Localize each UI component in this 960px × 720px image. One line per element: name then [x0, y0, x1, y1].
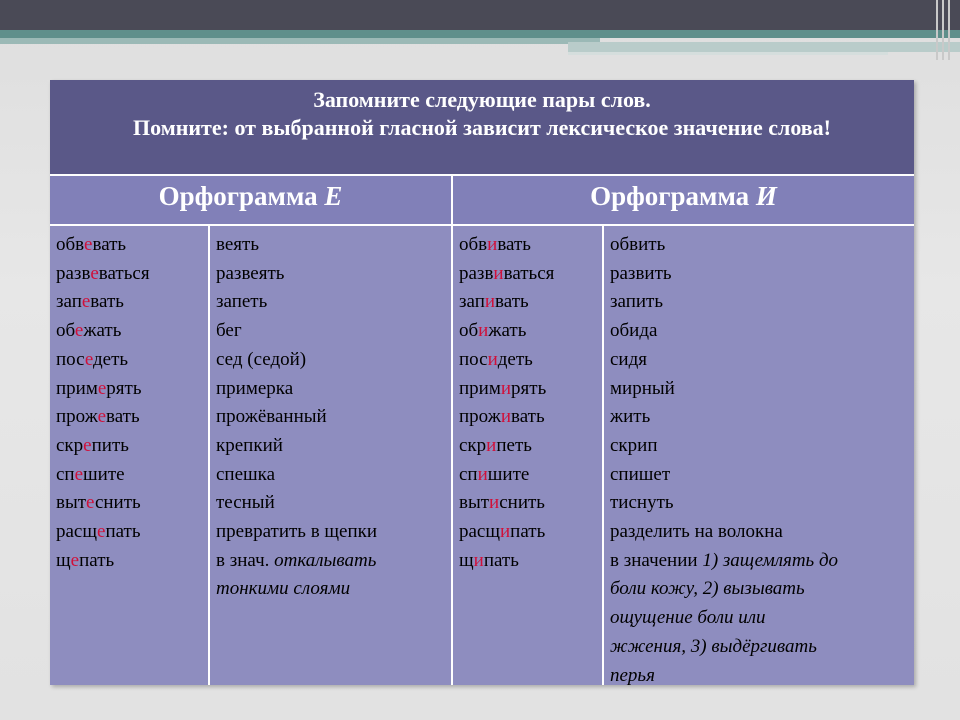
decor-line: [942, 0, 944, 60]
word-item: щепать: [56, 549, 115, 571]
word-item: скрепить: [56, 434, 129, 456]
decor-line: [936, 0, 938, 60]
highlighted-letter: и: [478, 320, 489, 342]
table-header: [50, 80, 914, 176]
word-item: тиснуть: [610, 492, 674, 514]
meaning-note: в знач. откалывать: [216, 549, 377, 571]
highlighted-letter: е: [74, 320, 84, 342]
word-item: обижать: [459, 320, 527, 342]
meaning-note: в значении 1) защемлять до: [610, 549, 839, 571]
highlighted-letter: е: [90, 262, 99, 284]
top-bar: [0, 0, 960, 30]
decor-stripe: [0, 38, 600, 44]
word-item: скрипеть: [459, 434, 532, 456]
word-item: обвить: [610, 234, 666, 255]
word-item: вытеснить: [56, 492, 141, 514]
highlighted-letter: е: [84, 348, 93, 370]
word-item: запевать: [56, 291, 124, 313]
decor-stripe: [568, 52, 888, 55]
word-item: расщипать: [459, 521, 546, 543]
word-item: скрип: [610, 434, 658, 456]
highlighted-letter: е: [83, 434, 92, 456]
highlighted-letter: и: [484, 291, 496, 313]
meaning-note-cont: перья: [610, 664, 655, 686]
word-item: обежать: [56, 320, 122, 342]
word-item: запеть: [216, 291, 268, 313]
word-item: развить: [610, 262, 672, 284]
word-item: развеять: [216, 262, 285, 284]
highlighted-letter: е: [86, 492, 95, 514]
word-item: расщепать: [56, 521, 141, 543]
word-item: поседеть: [56, 348, 129, 370]
decor-line: [948, 0, 950, 60]
word-item: мирный: [610, 377, 675, 399]
decor-stripe: [568, 42, 960, 52]
word-item: бег: [216, 320, 242, 342]
column-e-related: [210, 226, 451, 685]
header-line-2: Помните: от выбранной гласной зависит лексическое значение слова!: [133, 115, 831, 140]
subheader-e: [50, 176, 451, 224]
highlighted-letter: и: [477, 463, 488, 485]
highlighted-letter: е: [70, 549, 80, 571]
word-item: спишет: [610, 463, 671, 485]
decor-stripe: [0, 30, 960, 38]
word-item: спишите: [459, 463, 530, 485]
word-item: проживать: [459, 406, 545, 428]
highlighted-letter: и: [489, 492, 500, 514]
highlighted-letter: и: [500, 377, 512, 399]
highlighted-letter: е: [97, 377, 107, 399]
subheader-i-prefix: Орфограмма: [590, 181, 756, 211]
word-item: посидеть: [459, 348, 533, 370]
subheader-e-prefix: Орфограмма: [158, 181, 325, 211]
word-item: разделить на волокна: [610, 521, 783, 543]
highlighted-letter: и: [500, 521, 511, 543]
highlighted-letter: и: [487, 348, 498, 370]
word-pairs-table: [50, 80, 914, 685]
word-item: обвевать: [56, 234, 127, 255]
word-item: прожёванный: [216, 406, 327, 428]
meaning-note-cont: ощущение боли или: [610, 607, 766, 629]
word-item: обвивать: [459, 234, 531, 255]
subheader-i: [453, 176, 914, 224]
word-item: превратить в щепки: [216, 521, 378, 543]
highlighted-letter: и: [473, 549, 484, 571]
word-item: развеваться: [56, 262, 150, 284]
word-item: щипать: [459, 549, 519, 571]
word-item: примирять: [459, 377, 547, 399]
header-line-1: Запомните следующие пары слов.: [313, 87, 651, 112]
subheader-e-letter: Е: [324, 181, 343, 211]
highlighted-letter: е: [84, 234, 93, 255]
highlighted-letter: е: [81, 291, 91, 313]
word-item: сед (седой): [216, 348, 307, 370]
word-item: примерять: [56, 377, 142, 399]
word-item: сидя: [610, 348, 648, 370]
highlighted-letter: е: [97, 406, 107, 428]
highlighted-letter: е: [74, 463, 84, 485]
word-item: запивать: [459, 291, 529, 313]
row-divider: [50, 174, 914, 176]
highlighted-letter: и: [486, 434, 497, 456]
word-item: примерка: [216, 377, 294, 399]
meaning-note-cont: жжения, 3) выдёргивать: [610, 635, 817, 657]
word-item: спешите: [56, 463, 125, 485]
word-item: запить: [610, 291, 663, 313]
word-item: веять: [216, 234, 260, 255]
highlighted-letter: и: [500, 406, 511, 428]
word-item: спешка: [216, 463, 276, 485]
highlighted-letter: е: [97, 521, 106, 543]
word-item: жить: [610, 406, 651, 428]
word-item: крепкий: [216, 434, 283, 456]
meaning-note-cont: боли кожу, 2) вызывать: [610, 578, 805, 600]
word-item: обида: [610, 320, 658, 342]
word-item: развиваться: [459, 262, 555, 284]
word-item: прожевать: [56, 406, 140, 428]
word-item: тесный: [216, 492, 275, 514]
column-i-related: [604, 226, 914, 685]
word-item: вытиснить: [459, 492, 545, 514]
highlighted-letter: и: [493, 262, 504, 284]
highlighted-letter: и: [487, 234, 498, 255]
subheader-i-letter: И: [755, 181, 777, 211]
column-e-words: [50, 226, 208, 685]
column-i-words: [453, 226, 602, 685]
meaning-note-cont: тонкими слоями: [216, 578, 351, 600]
